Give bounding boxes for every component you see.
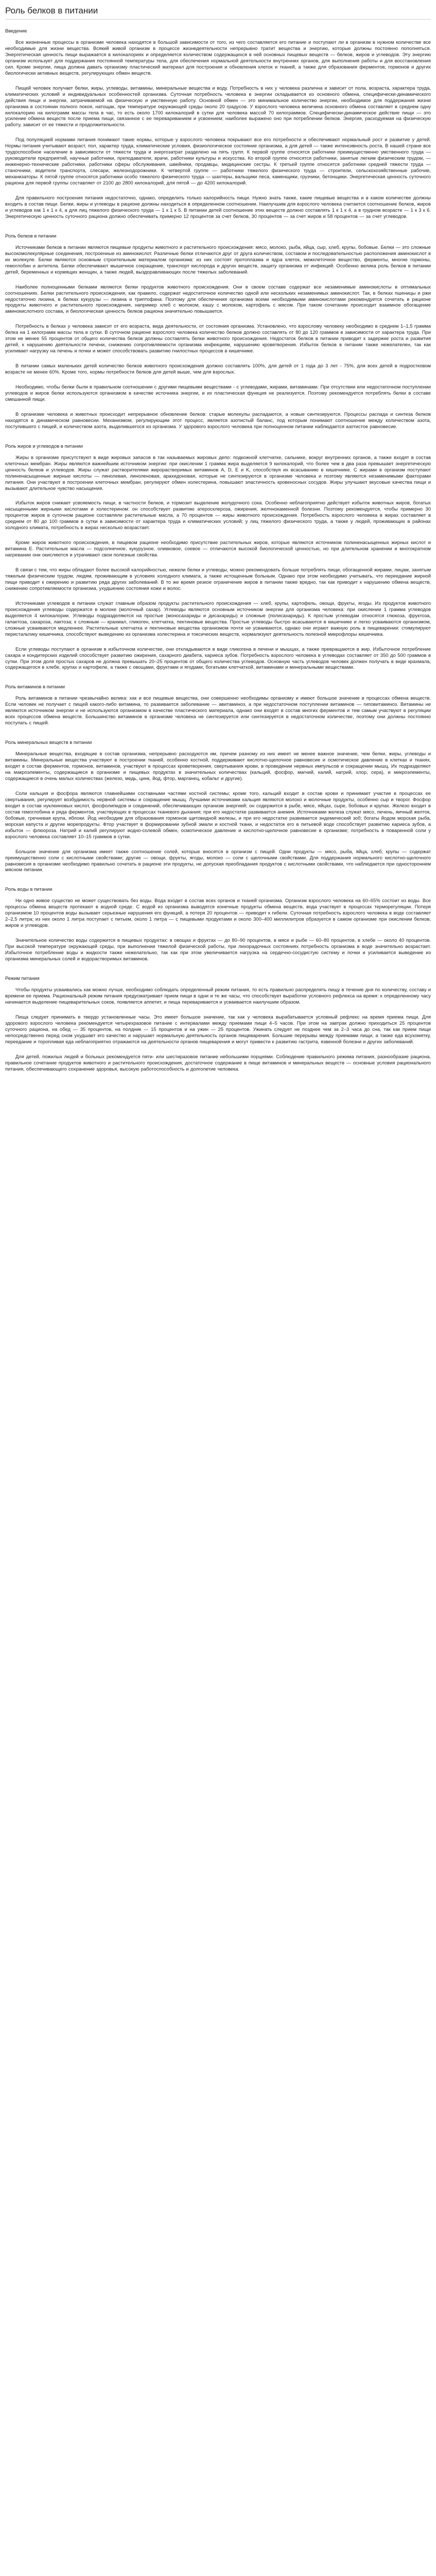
section-paragraph: Жиры в организме присутствуют в виде жировых запасов в так называемых жировых депо: подкожной клетчатке, сальнике, вокруг внутренних органов, а также входят в состав клеточных мембран. Жиры являются важнейшим источником энергии: при окислении 1 грамма жира выделяется 9 килокалорий, что более чем в два раза превышает энергетическую ценность белков и углеводов. Жиры служат растворителями жирорастворимых витаминов A, D, E и K, способствуя их всасыванию в кишечнике. С жирами в организм поступают полиненасыщенные жирные кислоты — линолевая, линоленовая, арахидоновая, которые не синтезируются в организме человека и поэтому являются незаменимыми факторами питания. Они участвуют в построении клеточных мембран, регулируют обмен холестерина, повышают эластичность кровеносных сосудов. Жиры улучшают вкусовые качества пищи и вызывают длительное чувство насыщения. xyxy=(5,454,431,491)
section-paragraph: Пища следует принимать в твердо установленные часы. Это имеет большое значение, так как у человека вырабатывается условный рефлекс на время приема пищи. Для здорового взрослого человека рекомендуется четырехразовое питание с интервалами между приемами пищи 4–5 часов. При этом на завтрак должно приходиться 25 процентов суточного рациона, на обед — 35 процентов, на полдник — 15 процентов и на ужин — 25 процентов. Ужинать следует не позднее чем за 2–3 часа до сна, так как прием пищи непосредственно перед сном ухудшает его качество и нарушает нормальную деятельность органов пищеварения. Большие перерывы между приемами пищи, а также еда всухомятку, переедание и торопливая еда неблагоприятно отражаются на деятельности органов пищеварения и могут привести к развитию гастрита, язвенной болезни и других заболеваний. xyxy=(5,1013,431,1044)
article-section xyxy=(5,684,431,726)
section-paragraph: Источниками углеводов в питании служат главным образом продукты растительного происхождения — хлеб, крупы, картофель, овощи, фрукты, ягоды. Из продуктов животного происхождения углеводы содержатся в молоке (молочный сахар). Углеводы являются основным источником энергии для организма человека: при окислении 1 грамма углеводов выделяется 4 килокалории. Углеводы подразделяются на простые (моносахариды и дисахариды) и сложные (полисахариды). К простым углеводам относятся глюкоза, фруктоза, галактоза, сахароза, лактоза; к сложным — крахмал, гликоген, клетчатка, пектиновые вещества. Простые углеводы быстро всасываются в кишечнике и легко усваиваются организмом, сложные усваиваются медленнее. Растительные клетчатка и пектиновые вещества организмом почти не усваиваются, однако они играют важную роль в пищеварении: стимулируют перистальтику кишечника, способствуют выведению из организма холестерина и токсических веществ, нормализуют деятельность полезной микрофлоры кишечника. xyxy=(5,600,431,637)
section-heading: Роль минеральных веществ в питании xyxy=(5,739,92,745)
section-paragraph: Источниками белков в питании являются пищевые продукты животного и растительного происхождения: мясо, молоко, рыба, яйца, сыр, хлеб, крупы, бобовые. Белки — это сложные высокомолекулярные соединения, построенные из аминокислот. Различные белки отличаются друг от друга количеством, составом и последовательностью расположения аминокислот в их молекуле. Белки являются основным строительным материалом организма: из них состоят протоплазма и ядра клеток, межклеточное вещество, ферменты, многие гормоны, гемоглобин и антитела. Белки обеспечивают мышечное сокращение, транспорт кислорода и других веществ, защиту организма от инфекций. Особенно велика роль белков в питании детей, беременных и кормящих женщин, а также людей, выздоравливающих после тяжелых заболеваний. xyxy=(5,244,431,275)
section-paragraph: Пищей человек получает белки, жиры, углеводы, витамины, минеральные вещества и воду. Потребность в них у человека различна и зависит от пола, возраста, характера труда, климатических условий и индивидуальных особенностей организма. Суточная потребность человека в энергии складывается из основного обмена, специфически-динамического действия пищи и энергии, затрачиваемой на физическую и умственную работу. Основной обмен — это минимальное количество энергии, необходимое для поддержания жизни организма в состоянии полного покоя, натощак, при температуре окружающей среды около 20 градусов. У взрослого человека величина основного обмена составляет в среднем одну килокалорию на килограмм массы тела в час, то есть около 1700 килокалорий в сутки для человека массой 70 килограммов. Специфически-динамическое действие пищи — это усиление обмена веществ после приема пищи, связанное с ее перевариванием и усвоением; наиболее выражено оно при потреблении белков. Энергия, расходуемая на физическую работу, зависит от ее тяжести и продолжительности. xyxy=(5,84,431,128)
article-section xyxy=(5,886,431,962)
page-title: Роль белков в питании xyxy=(5,5,431,20)
section-paragraph: Минеральные вещества, входящие в состав организма, непрерывно расходуются им, причем разному из них имеет не менее важное значение, чем белки, жиры, углеводы и витамины. Минеральные вещества участвуют в построении тканей, особенно костной, поддерживают кислотно-щелочное равновесие и осмотическое давление в клетках и тканях, входят в состав ферментов, гормонов, витаминов, участвуют в процессах кроветворения, свертывания крови, в проведении нервных импульсов и сокращении мышц. Их подразделяют на макроэлементы, содержащиеся в организме и пищевых продуктах в значительных количествах (кальций, фосфор, магний, калий, натрий, хлор, сера), и микроэлементы, содержащиеся в очень малых количествах (железо, медь, цинк, йод, фтор, марганец, кобальт и другие). xyxy=(5,751,431,782)
section-paragraph: В связи с тем, что жиры обладают более высокой калорийностью, нежели белки и углеводы, можно рекомендовать больше потреблять пищи, обогащенной жирами, лицам, занятым тяжелым физическим трудом, людям, проживающим в условиях холодного климата, а также истощенным больным. Однако при этом необходимо учитывать, что переедание жирной пищи приводит к ожирению и развитию ряда других заболеваний. В то же время резкое ограничение жиров в питании также вредно, так как приводит к нарушению обмена веществ, снижению сопротивляемости организма, ухудшению состояния кожи и волос. xyxy=(5,567,431,591)
section-paragraph: Соли кальция и фосфора являются главнейшими составными частями костной системы; кроме того, кальций входит в состав крови и принимает участие в процессах ее свертывания, регулирует возбудимость нервной системы и сокращение мышц. Лучшими источниками кальция являются молоко и молочные продукты, особенно сыр и творог. Фосфор входит в состав нуклеиновых кислот, фосфолипидов и соединений, обеспечивающих организм энергией; он содержится в рыбе, мясе, яйцах, сыре, бобовых и крупах. Железо входит в состав гемоглобина и ряда ферментов, участвующих в процессах тканевого дыхания; при его недостатке развивается анемия. Источниками железа служат мясо, печень, яичный желток, бобовые, гречневая крупа, яблоки. Йод необходим для образования гормонов щитовидной железы, и при его недостатке развивается эндемический зоб; богаты йодом морская рыба, морская капуста и другие морепродукты. Фтор участвует в формировании зубной эмали и костной ткани, и недостаток его в питьевой воде способствует развитию кариеса зубов, а избыток — флюороза. Натрий и калий регулируют водно-солевой обмен, осмотическое давление и кислотно-щелочное равновесие в организме; потребность в поваренной соли у взрослого человека составляет 10–15 граммов в сутки. xyxy=(5,790,431,839)
section-paragraph: Большое значение для организма имеет также соотношение солей, которые вносятся в организм с пищей. Одни продукты — мясо, рыба, яйца, хлеб, крупы — содержат преимущественно соли с кислотными свойствами; другие — овощи, фрукты, ягоды, молоко — соли с щелочными свойствами. Для поддержания нормального кислотно-щелочного равновесия в организме необходимо правильно сочетать в рационе эти продукты, не допуская преобладания продуктов с кислотными свойствами, что наблюдается при одностороннем мясном питании. xyxy=(5,848,431,873)
section-paragraph: Для детей, пожилых людей и больных рекомендуется пяти- или шестиразовое питание небольшими порциями. Соблюдение правильного режима питания, разнообразие рациона, правильное сочетание продуктов животного и растительного происхождения, достаточное содержание в пище витаминов и минеральных веществ — основные условия рационального питания, обеспечивающего сохранение здоровья, высокую работоспособность и долголетие человека. xyxy=(5,1053,431,1072)
section-paragraph: Избыток жиров снижает усвояемость пищи, в частности белков, и тормозит выделение желудочного сока. Особенно неблагоприятно действует избыток животных жиров, богатых насыщенными жирными кислотами и холестерином: он способствует развитию атеросклероза, ожирения, желчнокаменной болезни. Поэтому рекомендуется, чтобы примерно 30 процентов жиров в суточном рационе составляли растительные масла, а 70 процентов — жиры животного происхождения. Потребность взрослого человека в жирах составляет в среднем от 80 до 100 граммов в сутки в зависимости от характера труда и климатических условий; у лиц тяжелого физического труда, а также у людей, проживающих в районах холодного климата, потребность в жирах несколько возрастает. xyxy=(5,500,431,531)
article-section xyxy=(5,233,431,430)
section-paragraph: Потребность в белках у человека зависит от его возраста, вида деятельности, от состояния организма. Установлено, что взрослому человеку необходимо в среднем 1–1,5 грамма белка на 1 килограмм массы тела в сутки. В суточном рационе взрослого человека количество белков должно составлять от 80 до 120 граммов в зависимости от характера труда. При этом не менее 55 процентов от общего количества белков должны составлять белки животного происхождения. Недостаток белков в питании приводит к задержке роста и развития детей, к нарушению деятельности печени, снижению сопротивляемости организма инфекциям, нарушению кроветворения. Избыток белков в питании также нежелателен, так как усиливает нагрузку на печень и почки и может способствовать развитию гнилостных процессов в кишечнике. xyxy=(5,323,431,354)
section-paragraph: Для правильного построения питания недостаточно, однако, определить только калорийность пищи. Нужно знать также, какие пищевые вещества и в каком количестве должны входить в состав пищи. Белки, жиры и углеводы в рационе должны находиться в определенном соотношении. Наилучшим для взрослого человека считается соотношение белков, жиров и углеводов как 1 к 1 к 4, а для лиц тяжелого физического труда — 1 к 1 к 5. В питании детей соотношение этих веществ должно составлять 1 к 1 к 4, а в грудном возрасте — 1 к 3 к 6. Энергетическую ценность суточного рациона должно обеспечивать примерно 12 процентов за счет белков, 30 процентов — за счет жиров и 58 процентов — за счет углеводов. xyxy=(5,195,431,219)
section-paragraph: Наиболее полноценными белками являются белки продуктов животного происхождения. Они в своем составе содержат все незаменимые аминокислоты в оптимальных соотношениях. Белки растительного происхождения, как правило, содержат недостаточное количество одной или нескольких незаменимых аминокислот. Так, в белках пшеницы и ржи недостаточно лизина, в белках кукурузы — лизина и триптофана. Поэтому для обеспечения организма всеми необходимыми аминокислотами рекомендуется сочетать в рационе продукты животного и растительного происхождения, например хлеб с молоком, кашу с молоком, картофель с мясом. При таком сочетании происходит взаимное обогащение аминокислотного состава, и биологическая ценность белков рациона значительно повышается. xyxy=(5,283,431,314)
article-section xyxy=(5,28,431,219)
section-paragraph: Ни одно живое существо не может существовать без воды. Вода входит в состав всех органов и тканей организма. Организм взрослого человека на 60–65% состоит из воды. Все процессы обмена веществ протекают в водной среде. С водой из организма выводятся конечные продукты обмена веществ, вода участвует в процессах терморегуляции. Потеря организмом 10 процентов воды вызывает серьезные нарушения его функций, а потеря 20 процентов — приводит к гибели. Суточная потребность взрослого человека в воде составляет 2–2,5 литра; из них около 1 литра поступает с питьем, около 1 литра — с пищевыми продуктами и около 300–400 миллилитров образуется в самом организме при окислении белков, жиров и углеводов. xyxy=(5,897,431,928)
article-body xyxy=(5,28,431,1072)
article-section xyxy=(5,975,431,1072)
section-paragraph: Если углеводы поступают в организм в избыточном количестве, они откладываются в виде гликогена в печени и мышцах, а также превращаются в жир. Избыточное потребление сахара и кондитерских изделий способствует развитию ожирения, сахарного диабета, кариеса зубов. Потребность взрослого человека в углеводах составляет от 350 до 500 граммов в сутки. При этом доля простых сахаров не должна превышать 20–25 процентов от общего количества углеводов. Основную часть углеводов человек должен получать в виде крахмала, содержащегося в хлебе, крупах и картофеле, а также с овощами, фруктами и ягодами, богатыми клетчаткой, витаминами и минеральными веществами. xyxy=(5,646,431,670)
section-heading: Роль витаминов в питании xyxy=(5,684,65,690)
title-spacer xyxy=(5,20,431,28)
section-heading: Режим питания xyxy=(5,975,40,981)
section-paragraph: Под популяцией нормами питания понимают такие нормы, которые у взрослого человека покрывают все его потребности и обеспечивают нормальный рост и развитие у детей. Нормы питания учитывают возраст, пол, характер труда, климатические условия, физиологическое состояние организма, а для детей — также интенсивность роста. В нашей стране все трудоспособное население в зависимости от тяжести труда и энергозатрат разделено на пять групп. К первой группе относятся работники преимущественно умственного труда — руководители предприятий, научные работники, преподаватели, врачи, работники культуры и искусства. Ко второй группе относятся работники, занятые легким физическим трудом, — инженерно-технические работники, работники сферы обслуживания, швейники, продавцы, медицинские сестры. К третьей группе относятся работники средней тяжести труда — станочники, водители транспорта, слесари, железнодорожники. К четвертой группе — работники тяжелого физического труда — строители, сельскохозяйственные рабочие, механизаторы. К пятой группе относятся работники особо тяжелого физического труда — шахтеры, вальщики леса, каменщики, грузчики, бетонщики. Энергетическая ценность суточного рациона для первой группы составляет от 2100 до 2800 килокалорий, для пятой — до 4200 килокалорий. xyxy=(5,137,431,186)
section-paragraph: Необходимо, чтобы белки были в правильном соотношении с другими пищевыми веществами - с углеводами, жирами, витаминами. При отсутствии или недостаточном поступлении углеводов и жиров белки используются организмом в качестве источника энергии, и их пластическая функция не реализуется. Поэтому рекомендуется потреблять белки в составе смешанной пищи. xyxy=(5,384,431,402)
article-section xyxy=(5,443,431,671)
article xyxy=(0,0,436,1072)
article-section xyxy=(5,739,431,873)
section-paragraph: Все жизненные процессы в организме человека находятся в большой зависимости от того, из чего составляется его питание и поступают ли в организм в нужном количестве все необходимые для жизни вещества. Всякий живой организм в процессе жизнедеятельности непрерывно тратит вещества и энергию, которые должны постоянно пополняться. Энергетическая ценность пищи выражается в килокалориях и определяется количеством содержащихся в ней основных пищевых веществ — белков, жиров и углеводов. Эту энергию организм использует для поддержания постоянной температуры тела, для обеспечения нормальной деятельности внутренних органов, для выполнения работы и для восстановления сил. Кроме энергии, пища должна давать организму пластический материал для построения и обновления клеток и тканей, а также для образования ферментов, гормонов и других биологически активных веществ, регулирующих обмен веществ. xyxy=(5,39,431,76)
section-heading: Введение xyxy=(5,28,27,33)
section-paragraph: В организме человека и животных происходит непрерывное обновление белков: старые молекулы распадаются, а новые синтезируются. Процессы распада и синтеза белков находятся в динамическом равновесии. Механизмом, регулирующим этот процесс, является азотистый баланс, под которым понимают соотношение между количеством азота, поступившего с пищей, и количеством азота, выделившегося из организма. У здорового взрослого человека при полноценном питании наблюдается азотистое равновесие. xyxy=(5,411,431,429)
section-paragraph: Чтобы продукты усваивались как можно лучше, необходимо соблюдать определенный режим питания, то есть правильно распределять пищу в течение дня по количеству, составу и времени ее приема. Рациональный режим питания предусматривает прием пищи в одни и те же часы, что способствует выработке условного рефлекса на время: к определенному часу начинается выделение пищеварительных соков, появляется аппетит, и пища переваривается и усваивается наилучшим образом. xyxy=(5,986,431,1005)
section-paragraph: В питании самых маленьких детей количество белков животного происхождения должно составлять 100%, для детей от 1 года до 3 лет - 75%, для всех детей в подростковом возрасте не менее 60%. Кроме того, нормы потребности белков для детей выше, чем для взрослых. xyxy=(5,363,431,375)
section-paragraph: Значительное количество воды содержится в пищевых продуктах: в овощах и фруктах — до 80–90 процентов, в мясе и рыбе — 60–80 процентов, в хлебе — около 40 процентов. При высокой температуре окружающей среды, при выполнении тяжелой физической работы, при лихорадочных состояниях потребность организма в воде значительно возрастает. Избыточное потребление воды и жидкости также нежелательно, так как при этом увеличивается нагрузка на сердечно-сосудистую систему и почки и усиливается выведение из организма минеральных солей и водорастворимых витаминов. xyxy=(5,937,431,962)
section-heading: Роль белков в питании xyxy=(5,232,57,239)
section-heading: Роль жиров и углеводов в питании xyxy=(5,443,83,449)
section-paragraph: Роль витаминов в питании чрезвычайно велика: как и все пищевые вещества, они совершенно необходимы организму и имеют большое значение в процессах обмена веществ. Если человек не получает с пищей какого-либо витамина, то развивается заболевание — авитаминоз, а при недостаточном поступлении витаминов — гиповитаминоз. Витамины не являются источником энергии и не используются организмом в качестве пластического материала, однако они входят в состав многих ферментов и тем самым участвуют в регуляции всех процессов обмена веществ. Большинство витаминов в организме человека не синтезируется или синтезируется в недостаточном количестве, поэтому они должны постоянно поступать с пищей. xyxy=(5,695,431,726)
section-heading: Роль воды в питании xyxy=(5,886,53,892)
section-paragraph: Кроме жиров животного происхождения, в пищевом рационе необходимо присутствие растительных жиров, которые являются источником полиненасыщенных жирных кислот и витамина E. Растительные масла — подсолнечное, кукурузное, оливковое, соевое — отличаются высокой биологической ценностью, но при длительном хранении и многократном нагревании они окисляются и утрачивают свои полезные свойства. xyxy=(5,539,431,558)
